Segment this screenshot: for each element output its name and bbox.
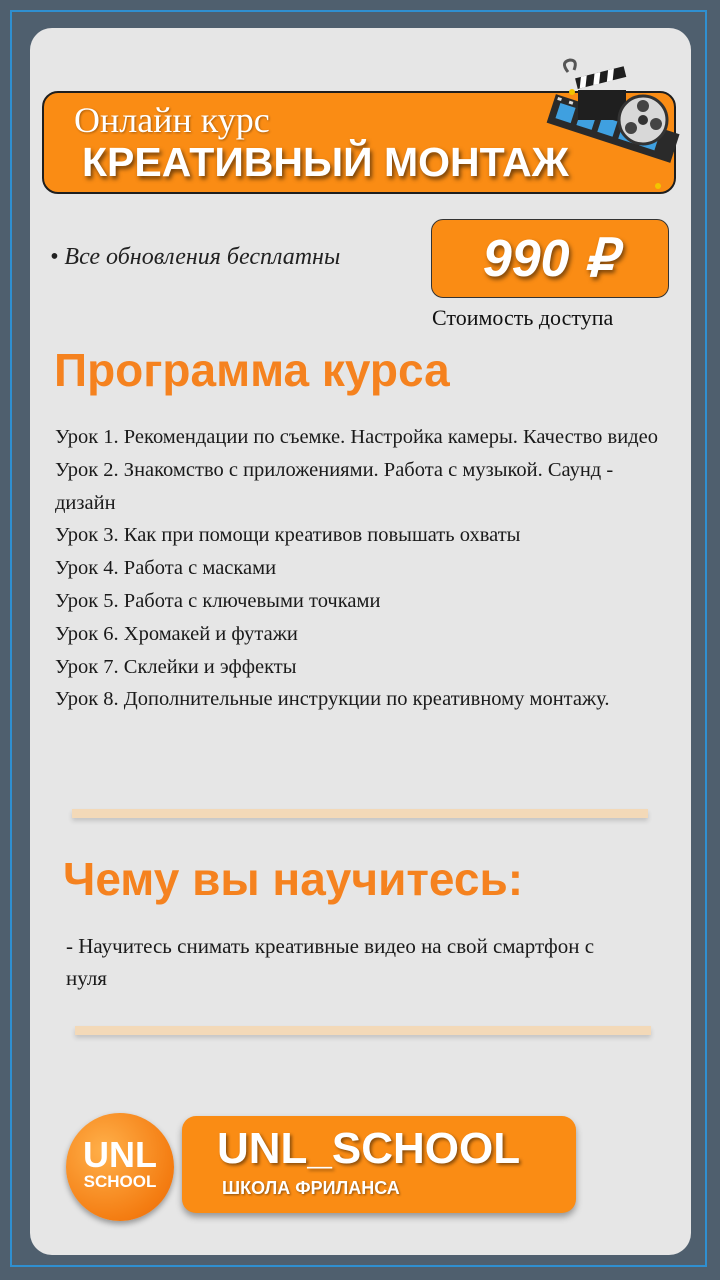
learn-text: - Научитесь снимать креативные видео на свой смартфон с нуля bbox=[66, 934, 595, 990]
updates-note: • Все обновления бесплатны bbox=[50, 244, 341, 270]
price-value: 990 ₽ bbox=[482, 229, 618, 288]
section-divider bbox=[75, 1026, 651, 1035]
lesson-item: Урок 3. Как при помощи креативов повышать охваты bbox=[55, 524, 521, 547]
logo-unl-text: UNL bbox=[83, 1134, 157, 1175]
lesson-item: Урок 4. Работа с масками bbox=[55, 557, 277, 580]
lesson-item: Урок 5. Работа с ключевыми точками bbox=[55, 589, 381, 612]
school-name: UNL_SCHOOL bbox=[217, 1124, 521, 1173]
logo-school-text: SCHOOL bbox=[83, 1172, 157, 1191]
course-title: КРЕАТИВНЫЙ МОНТАЖ bbox=[82, 139, 569, 185]
lesson-item: Урок 8. Дополнительные инструкции по креативному монтажу. bbox=[55, 688, 610, 711]
lesson-item: Урок 7. Склейки и эффекты bbox=[55, 655, 297, 678]
school-subtitle: ШКОЛА ФРИЛАНСА bbox=[222, 1178, 400, 1198]
price-caption: Стоимость доступа bbox=[432, 305, 614, 330]
lesson-item: Урок 1. Рекомендации по съемке. Настройка камеры. Качество видео bbox=[55, 426, 658, 448]
price-badge bbox=[431, 219, 669, 298]
lesson-list bbox=[55, 421, 675, 716]
learn-heading: Чему вы научитесь: bbox=[63, 853, 524, 905]
section-divider bbox=[72, 809, 648, 818]
film-clapperboard-reel-icon bbox=[540, 58, 680, 198]
school-brand-banner bbox=[182, 1116, 576, 1213]
course-type-label: Онлайн курс bbox=[74, 100, 270, 140]
lesson-item: Урок 2. Знакомство с приложениями. Работа с музыкой. Саунд - дизайн bbox=[55, 458, 614, 514]
program-heading: Программа курса bbox=[54, 344, 450, 396]
school-logo bbox=[66, 1113, 174, 1221]
lesson-item: Урок 6. Хромакей и футажи bbox=[55, 622, 298, 645]
